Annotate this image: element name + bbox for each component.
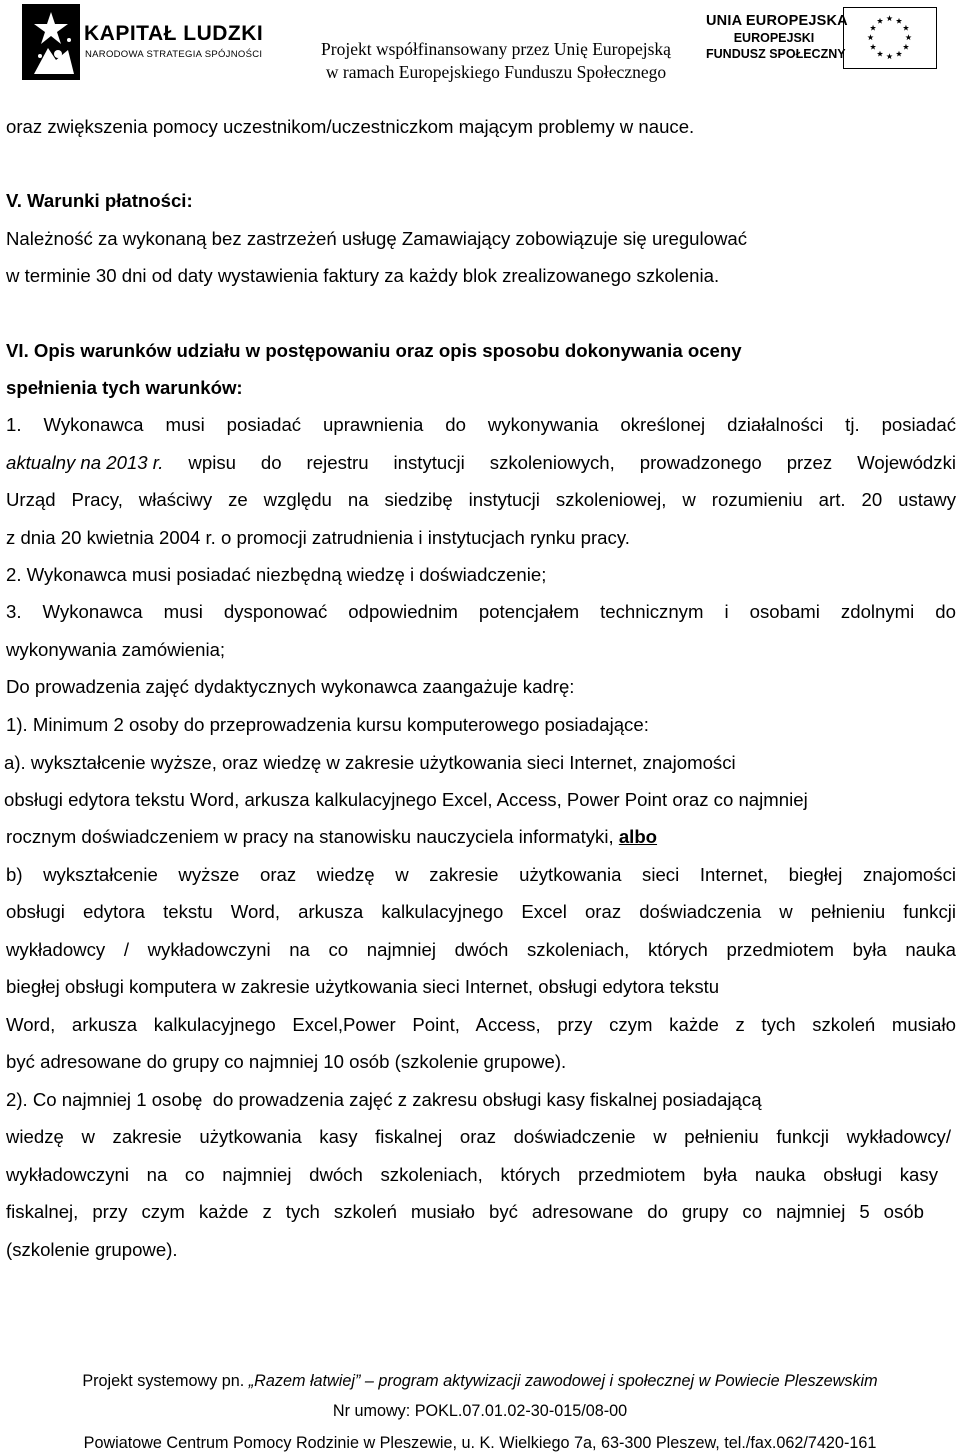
- kapital-ludzki-logo: [22, 4, 264, 84]
- text-line: obsługi edytora tekstu Word, arkusza kalkulacyjnego Excel, Access, Power Point oraz co najmniej: [4, 789, 808, 810]
- eu-star-icon: [877, 51, 883, 57]
- text-fragment: rocznym doświadczeniem w pracy na stanowisku nauczyciela informatyki,: [6, 826, 619, 847]
- eu-star-icon: [903, 25, 909, 31]
- eu-star-icon: [870, 44, 876, 50]
- eu-star-icon: [905, 34, 911, 40]
- text-line: wiedzę w zakresie użytkowania kasy fiskalnej oraz doświadczenie w pełnieniu funkcji wykładowcy/: [6, 1126, 951, 1147]
- text-line: 1. Wykonawca musi posiadać uprawnienia do wykonywania określonej działalności tj. posiadać: [6, 414, 956, 435]
- footer-address: Powiatowe Centrum Pomocy Rodzinie w Pleszewie, u. K. Wielkiego 7a, 63-300 Pleszew, tel./fax.062/7420-161: [83, 1434, 877, 1452]
- text-fragment: wpisu do rejestru instytucji szkoleniowych, prowadzonego przez Wojewódzki: [163, 452, 956, 473]
- text-line: fiskalnej, przy czym każde z tych szkoleń musiało być adresowane do grupy co najmniej 5 osób: [6, 1201, 924, 1222]
- text-line: w terminie 30 dni od daty wystawienia faktury za każdy blok zrealizowanego szkolenia.: [6, 265, 720, 286]
- footer-project-prefix: Projekt systemowy pn.: [82, 1372, 249, 1390]
- text-line: 3. Wykonawca musi dysponować odpowiednim potencjałem technicznym i osobami zdolnymi do: [6, 601, 956, 622]
- text-line: Word, arkusza kalkulacyjnego Excel,Power Point, Access, przy czym każde z tych szkoleń musiało: [6, 1014, 956, 1035]
- footer-contract-number: Nr umowy: POKL.07.01.02-30-015/08-00: [332, 1402, 628, 1420]
- text-line: wykonywania zamówienia;: [6, 639, 226, 660]
- text-line: z dnia 20 kwietnia 2004 r. o promocji zatrudnienia i instytucjach rynku pracy.: [6, 527, 630, 548]
- text-line: [6, 452, 956, 474]
- text-line: a). wykształcenie wyższe, oraz wiedzę w zakresie użytkowania sieci Internet, znajomości: [4, 752, 736, 773]
- footer-project-name: „Razem łatwiej” – program aktywizacji zawodowej i społecznej w Powiecie Pleszewskim: [248, 1372, 878, 1390]
- project-line-1: Projekt współfinansowany przez Unię Europejską: [321, 39, 671, 59]
- text-line: [6, 826, 657, 848]
- eu-star-icon: [870, 25, 876, 31]
- albo-emphasis: albo: [618, 826, 658, 847]
- eu-star-icon: [867, 34, 873, 40]
- text-line: obsługi edytora tekstu Word, arkusza kalkulacyjnego Excel oraz doświadczenia w pełnieniu funkcji: [6, 901, 956, 922]
- eu-logo-text: [706, 12, 848, 62]
- project-line-2: w ramach Europejskiego Funduszu Społecznego: [325, 62, 667, 82]
- footer-project-line: [0, 1372, 960, 1391]
- text-line: wykładowczyni na co najmniej dwóch szkoleniach, których przedmiotem była nauka obsługi kasy: [6, 1164, 938, 1185]
- text-line: 2. Wykonawca musi posiadać niezbędną wiedzę i doświadczenie;: [6, 564, 547, 585]
- eu-star-icon: [886, 15, 892, 21]
- section-heading-conditions: VI. Opis warunków udziału w postępowaniu oraz opis sposobu dokonywania oceny: [6, 340, 742, 361]
- eu-line-2: EUROPEJSKI: [733, 31, 815, 45]
- italic-fragment: aktualny na 2013 r.: [6, 452, 164, 473]
- text-line: Należność za wykonaną bez zastrzeżeń usługę Zamawiający zobowiązuje się uregulować: [6, 228, 748, 249]
- eu-star-icon: [886, 53, 892, 59]
- text-line: Urząd Pracy, właściwy ze względu na siedzibę instytucji szkoleniowej, w rozumieniu art. 20 ustawy: [6, 489, 956, 510]
- text-line: (szkolenie grupowe).: [6, 1239, 178, 1260]
- eu-flag: [843, 7, 937, 69]
- text-line: Do prowadzenia zajęć dydaktycznych wykonawca zaangażuje kadrę:: [6, 676, 575, 697]
- text-line: wykładowcy / wykładowczyni na co najmniej dwóch szkoleniach, których przedmiotem była nauka: [6, 939, 956, 960]
- project-cofinancing-note: [286, 38, 706, 84]
- eu-line-3: FUNDUSZ SPOŁECZNY: [706, 47, 846, 61]
- eu-flag-stars-icon: [844, 8, 935, 67]
- logo-left-subtitle: NARODOWA STRATEGIA SPÓJNOŚCI: [85, 49, 263, 60]
- text-line: 2). Co najmniej 1 osobę do prowadzenia zajęć z zakresu obsługi kasy fiskalnej posiadającą: [6, 1089, 762, 1110]
- eu-star-icon: [896, 18, 902, 24]
- text-line: biegłej obsługi komputera w zakresie użytkowania sieci Internet, obsługi edytora tekstu: [6, 976, 720, 997]
- text-line: b) wykształcenie wyższe oraz wiedzę w zakresie użytkowania sieci Internet, biegłej znajomości: [6, 864, 956, 885]
- eu-line-1: UNIA EUROPEJSKA: [706, 13, 848, 29]
- text-line: 1). Minimum 2 osoby do przeprowadzenia kursu komputerowego posiadające:: [6, 714, 649, 735]
- section-heading-conditions-cont: spełnienia tych warunków:: [6, 377, 243, 398]
- section-heading-payment: V. Warunki płatności:: [6, 190, 193, 211]
- eu-star-icon: [903, 44, 909, 50]
- kapital-ludzki-emblem-icon: [22, 4, 80, 80]
- page-header: [0, 0, 960, 95]
- eu-star-icon: [877, 18, 883, 24]
- text-line: być adresowane do grupy co najmniej 10 osób (szkolenie grupowe).: [6, 1051, 567, 1072]
- eu-star-icon: [896, 51, 902, 57]
- logo-left-title: KAPITAŁ LUDZKI: [84, 22, 264, 45]
- text-line: oraz zwiększenia pomocy uczestnikom/uczestniczkom mającym problemy w nauce.: [6, 116, 695, 137]
